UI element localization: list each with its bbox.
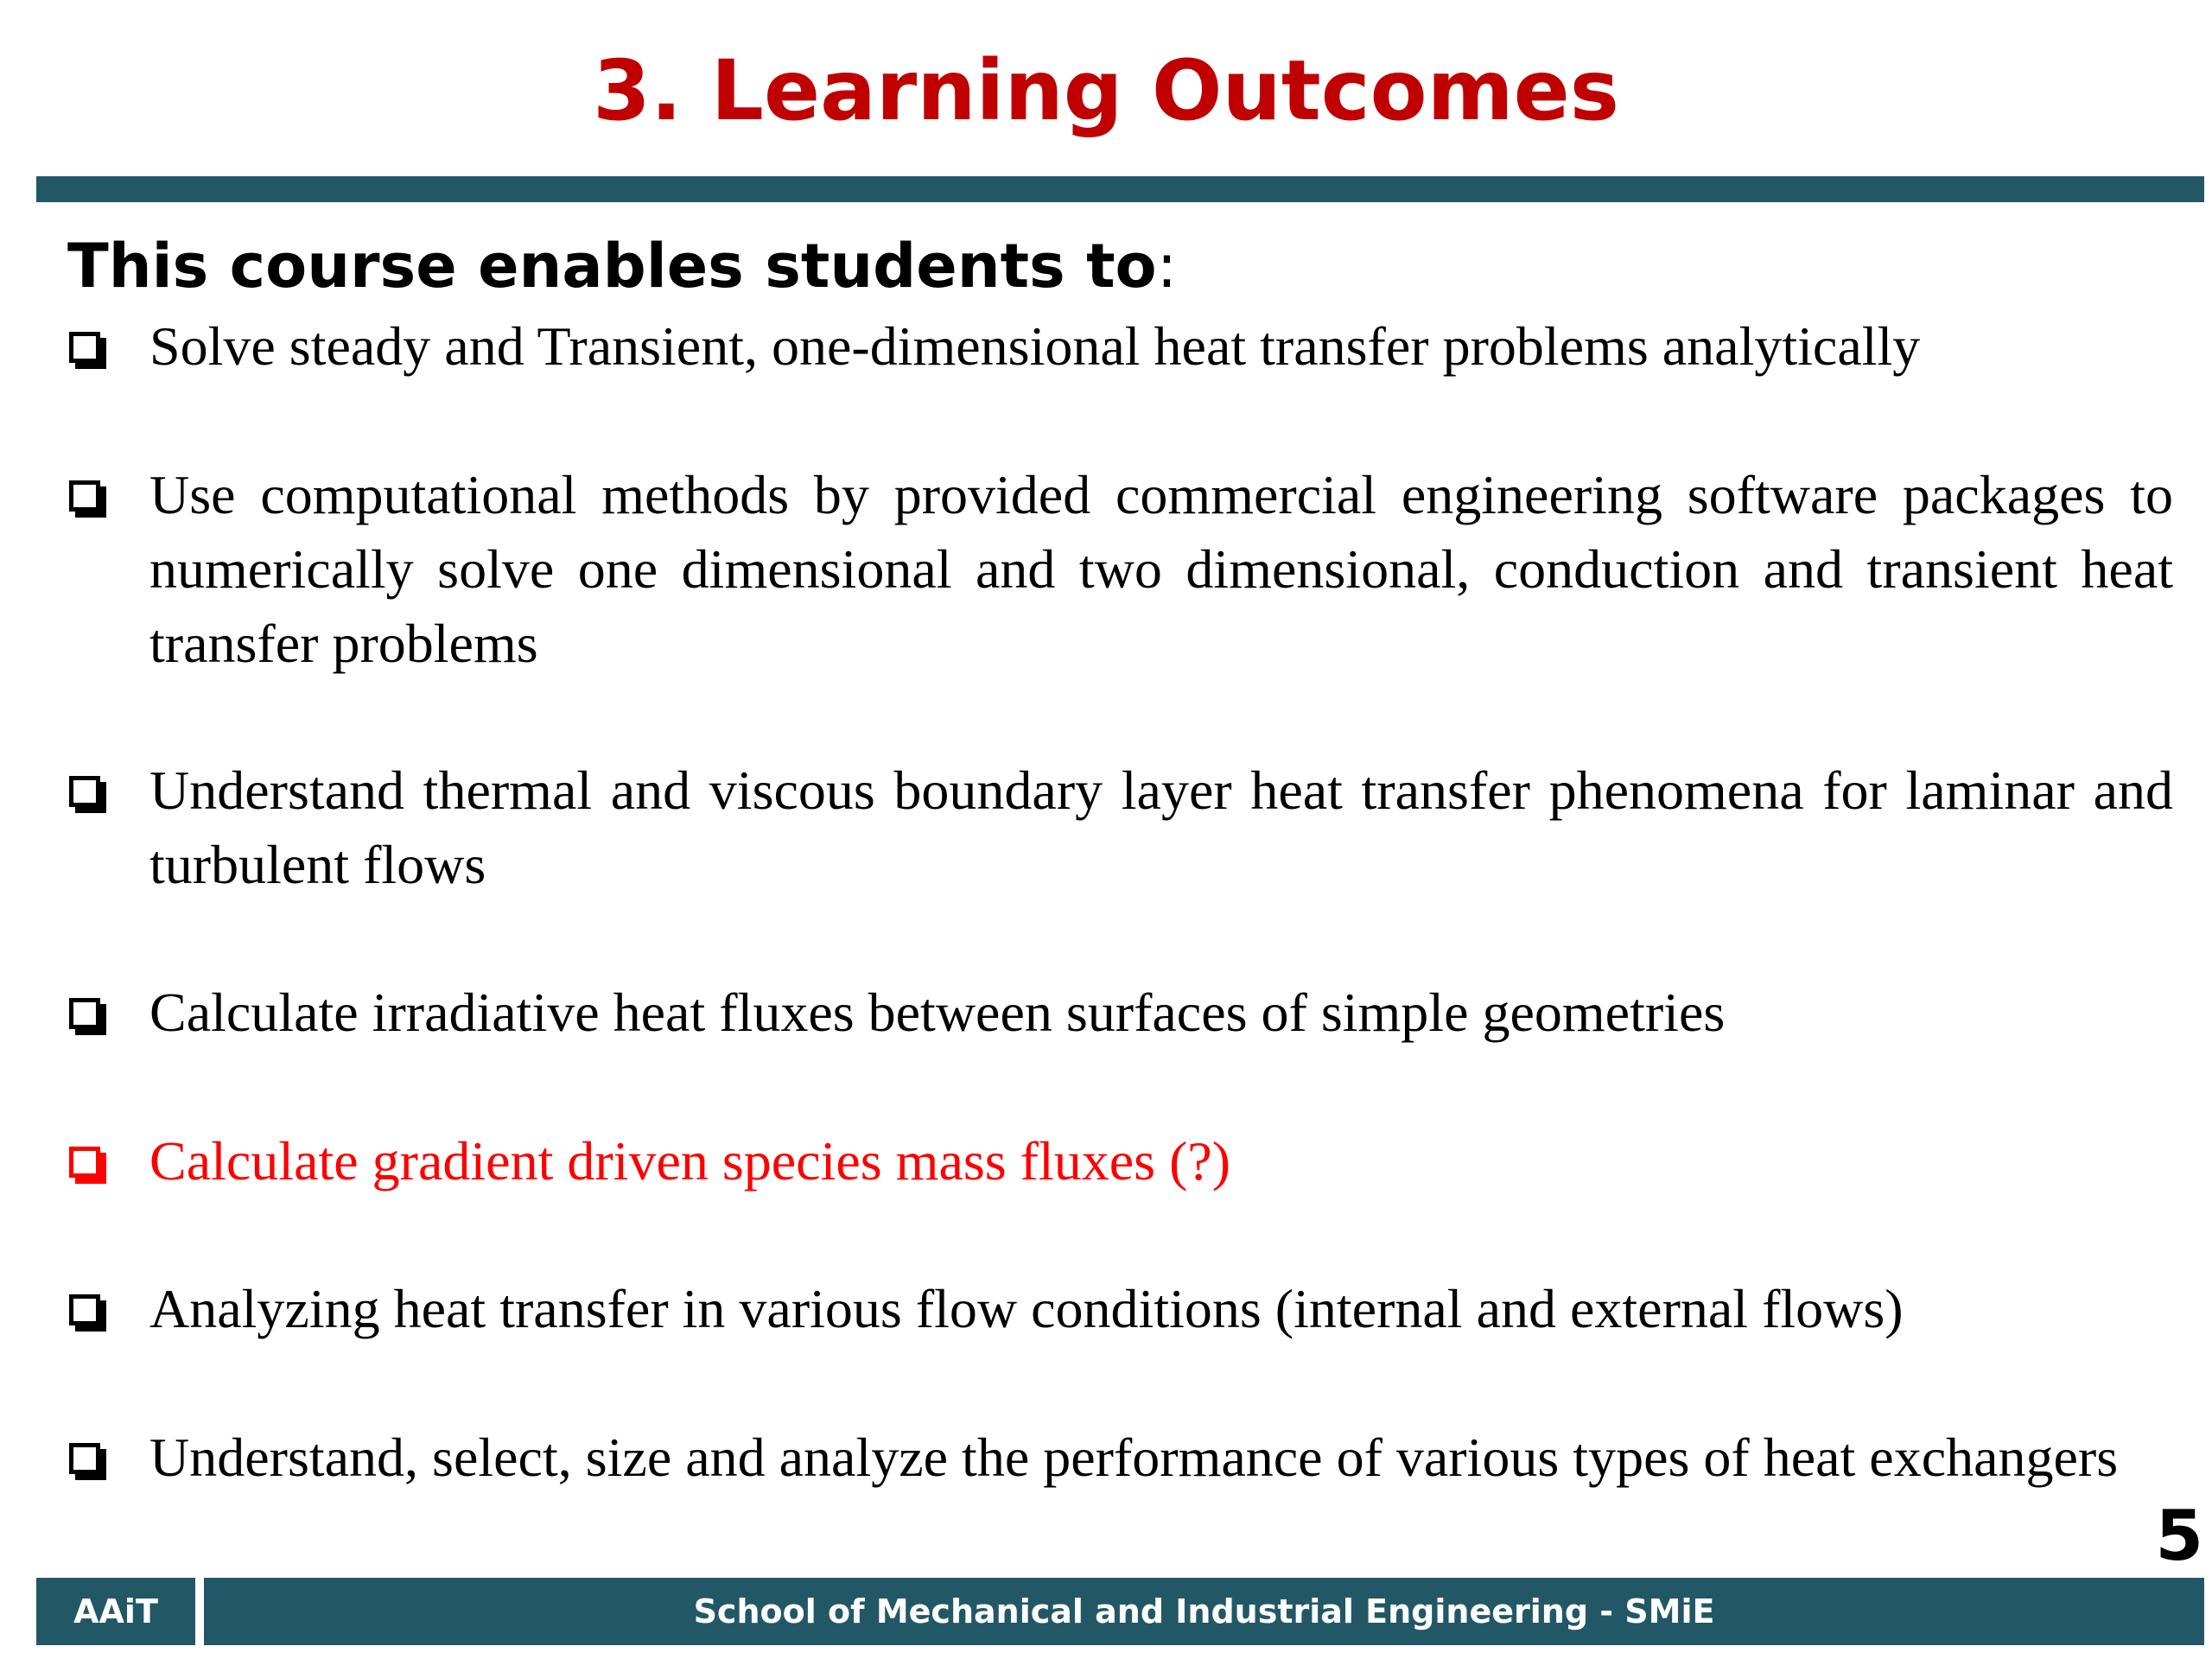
slide-title: 3. Learning Outcomes [593,42,1619,139]
checkbox-bullet-icon [69,998,100,1029]
outcome-text: Calculate gradient driven species mass fluxes (?) [149,1130,1231,1192]
footer-institution: AAiT [36,1578,195,1645]
checkbox-bullet-icon [69,480,100,512]
checkbox-bullet-icon [69,1294,100,1325]
outcome-item [69,976,2173,1050]
outcome-item [69,753,2173,902]
intro-heading [67,223,1177,309]
intro-text: This course enables students to [67,231,1157,302]
title-divider [36,176,2204,202]
footer-school: School of Mechanical and Industrial Engineering - SMiE [204,1578,2204,1645]
outcome-text: Understand, select, size and analyze the performance of various types of heat exchangers [149,1427,2119,1488]
checkbox-bullet-icon [69,332,100,363]
outcome-text: Analyzing heat transfer in various flow conditions (internal and external flows) [149,1278,1904,1339]
checkbox-bullet-icon [69,1147,100,1178]
checkbox-bullet-icon [69,1443,100,1474]
page-number: 5 [2155,1496,2203,1576]
checkbox-bullet-icon [69,776,100,807]
intro-colon: : [1156,231,1178,302]
outcome-item [69,309,2173,384]
outcome-item-highlighted [69,1124,2173,1198]
outcome-item [69,1421,2173,1495]
outcome-text: Understand thermal and viscous boundary layer heat transfer phenomena for laminar and turbulent flows [149,760,2173,895]
outcome-text: Use computational methods by provided commercial engineering software packages to numerically solve one dimensional and two dimensional, conduction and transient heat transfer problems [149,464,2173,674]
outcome-text: Solve steady and Transient, one-dimensional heat transfer problems analytically [149,315,1921,377]
outcome-item [69,1272,2173,1346]
outcome-text: Calculate irradiative heat fluxes between surfaces of simple geometries [149,982,1726,1043]
outcome-item [69,458,2173,681]
